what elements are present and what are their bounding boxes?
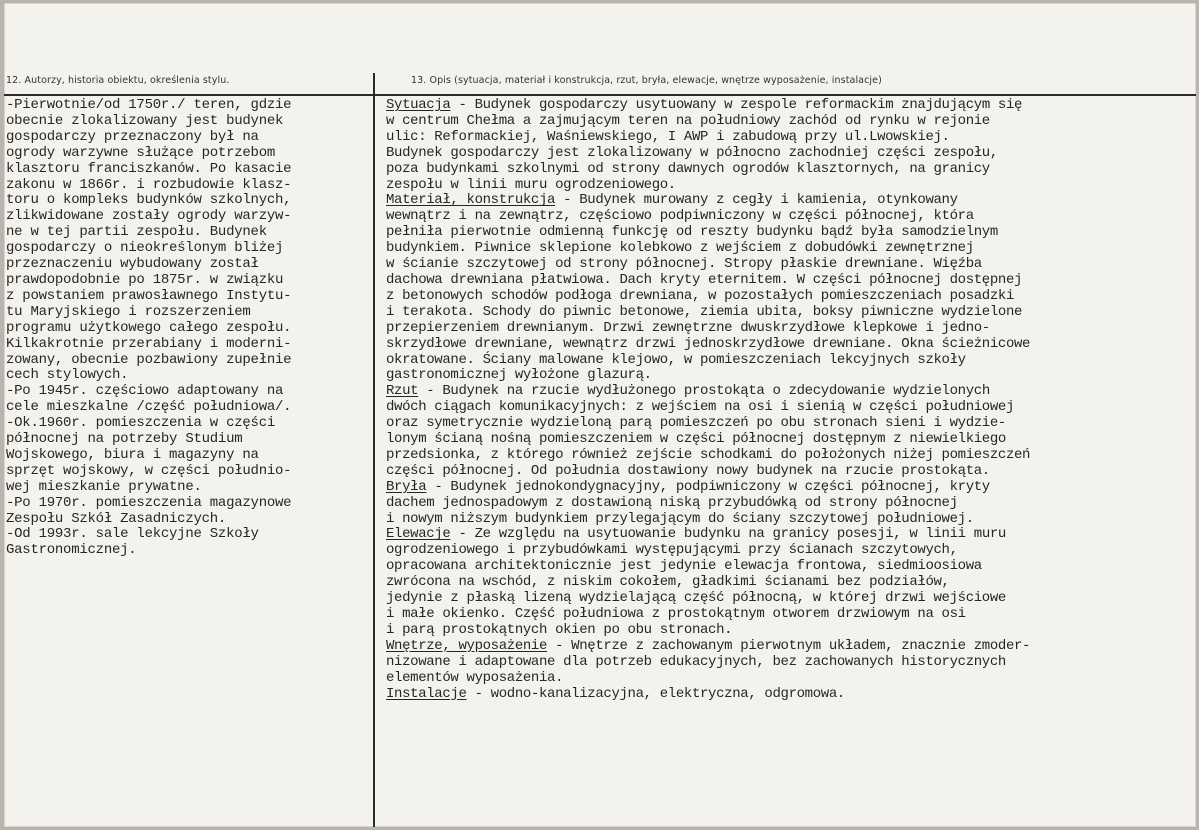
section-text: - wodno-kanalizacyjna, elektryczna, odgromowa. bbox=[466, 685, 845, 702]
section-sytuacja bbox=[386, 98, 1194, 193]
section-text: - Wnętrze z zachowanym pierwotnym układem, znacznie zmoder- nizowane i adaptowane dla potrzeb edukacyjnych, bez zachowanych historycznych elementów wyposażenia. bbox=[386, 637, 1031, 686]
section-elewacje bbox=[386, 527, 1194, 638]
section-text: - Budynek na rzucie wydłużonego prostokąta o zdecydowanie wydzielonych dwóch ciągach komunikacyjnych: z wejściem na osi i sienią w części południowej oraz symetrycznie wydzieloną parą pomieszczeń po obu stronach sieni i wydzie- lonym ścianą nośną pomieszczeniem w części północnej dostępnym z niewielkiego przedsionka, z którego również zejście schodkami do położonych niżej pomieszczeń części północnej. Od południa dostawiony nowy budynek na rzucie prostokąta. bbox=[386, 383, 1031, 479]
section-instalacje bbox=[386, 687, 1194, 703]
history-entry: -Po 1945r. częściowo adaptowany na cele mieszkalne /część południowa/. bbox=[6, 383, 292, 416]
section-heading: Elewacje bbox=[386, 526, 451, 543]
section-heading: Instalacje bbox=[386, 685, 467, 702]
history-column bbox=[6, 98, 370, 559]
section-text: - Budynek murowany z cegły i kamienia, otynkowany wewnątrz i na zewnątrz, częściowo podpiwniczony w części północnej, która pełniła pierwotnie odmienną funkcję od reszty budynku bądź była samodzielnym budynkiem. Piwnice sklepione kolebkowo z wejściem z dobudówki zewnętrznej w ścianie szczytowej od strony północnej. Stropy płaskie drewniane. Więźba dachowa drewniana płatwiowa. Dach kryty eternitem. W części północnej dostępnej z betonowych schodów podłoga drewniana, w pozostałych pomieszczeniach posadzki i terakota. Schody do piwnic betonowe, ziemia ubita, boksy piwniczne wydzielone przepierzeniem drewnianym. Drzwi zewnętrzne dwuskrzydłowe klepkowe i jedno- skrzydłowe drewniane, wewnątrz drzwi jednoskrzydłowe drewniane. Okna ścieżnicowe okratowane. Ściany malowane klejowo, w pomieszczeniach lekcyjnych szkoły gastronomicznej wyłożone glazurą. bbox=[386, 192, 1031, 384]
section-heading: Rzut bbox=[386, 383, 419, 400]
section-text: - Budynek gospodarczy usytuowany w zespole reformackim znajdującym się w centrum Chełma a zajmującym teren na południowy zachód od rynku w rejonie ulic: Reformackiej, Waśniewskiego, I AWP i zabudową przy ul.Lwowskiej. Budynek gospodarczy jest zlokalizowany w północno zachodniej części zespołu, poza budynkami szkolnymi od strony dawnych ogrodów klasztornych, na granicy zespołu w linii muru ogrodzeniowego. bbox=[386, 97, 1023, 193]
section-heading: Materiał, konstrukcja bbox=[386, 192, 556, 209]
section-bryla bbox=[386, 480, 1194, 528]
section-rzut bbox=[386, 384, 1194, 479]
section-heading: Sytuacja bbox=[386, 97, 451, 113]
history-entry: -Od 1993r. sale lekcyjne Szkoły Gastronomicznej. bbox=[6, 526, 259, 559]
document-card bbox=[4, 3, 1196, 827]
description-column bbox=[386, 98, 1194, 702]
section-material-konstrukcja bbox=[386, 193, 1194, 384]
section-wnetrze-wyposazenie bbox=[386, 639, 1194, 687]
section-heading: Bryła bbox=[386, 478, 427, 495]
section-heading: Wnętrze, wyposażenie bbox=[386, 637, 548, 654]
header-divider bbox=[4, 94, 1196, 96]
history-column-header: 12. Autorzy, historia obiektu, określenia stylu. bbox=[6, 75, 230, 86]
history-entry: -Pierwotnie/od 1750r./ teren, gdzie obecnie zlokalizowany jest budynek gospodarczy przeznaczony był na ogrody warzywne służące potrzebom klasztoru franciszkanów. Po kasacie zakonu w 1866r. i rozbudowie klasz- toru o kompleks budynków szkolnych, zlikwidowane zostały ogrody warzyw- ne w tej partii zespołu. Budynek gospodarczy o nieokreślonym bliżej przeznaczeniu wybudowany został prawdopodobnie po 1875r. w związku z powstaniem prawosławnego Instytu- tu Maryjskiego i rozszerzeniem programu użytkowego całego zespołu. Kilkakrotnie przerabiany i moderni- zowany, obecnie pozbawiony zupełnie cech stylowych. bbox=[6, 97, 292, 384]
history-entry: -Po 1970r. pomieszczenia magazynowe Zespołu Szkół Zasadniczych. bbox=[6, 494, 292, 527]
section-text: - Ze względu na usytuowanie budynku na granicy posesji, w linii muru ogrodzeniowego i przybudówkami występującymi przy ścianach szczytowych, opracowana architektonicznie jest jedynie elewacja frontowa, siedmioosiowa zwrócona na wschód, z niskim cokołem, gładkimi ścianami bez podziałów, jedynie z płaską lizeną wydzielającą część północną, w której drzwi wejściowe i małe okienko. Część południowa z prostokątnym otworem drzwiowym na osi i parą prostokątnych okien po obu stronach. bbox=[386, 526, 1006, 638]
description-column-header: 13. Opis (sytuacja, materiał i konstrukcja, rzut, bryła, elewacje, wnętrze wyposażenie, instalacje) bbox=[411, 75, 882, 86]
column-divider bbox=[373, 73, 375, 827]
section-text: - Budynek jednokondygnacyjny, podpiwniczony w części północnej, kryty dachem jednospadowym z dostawioną niską przybudówką od strony północnej i nowym niższym budynkiem przylegającym do ściany szczytowej południowej. bbox=[386, 478, 990, 527]
history-entry: -Ok.1960r. pomieszczenia w części północnej na potrzeby Studium Wojskowego, biura i magazyny na sprzęt wojskowy, w części południo- wej mieszkanie prywatne. bbox=[6, 415, 292, 495]
